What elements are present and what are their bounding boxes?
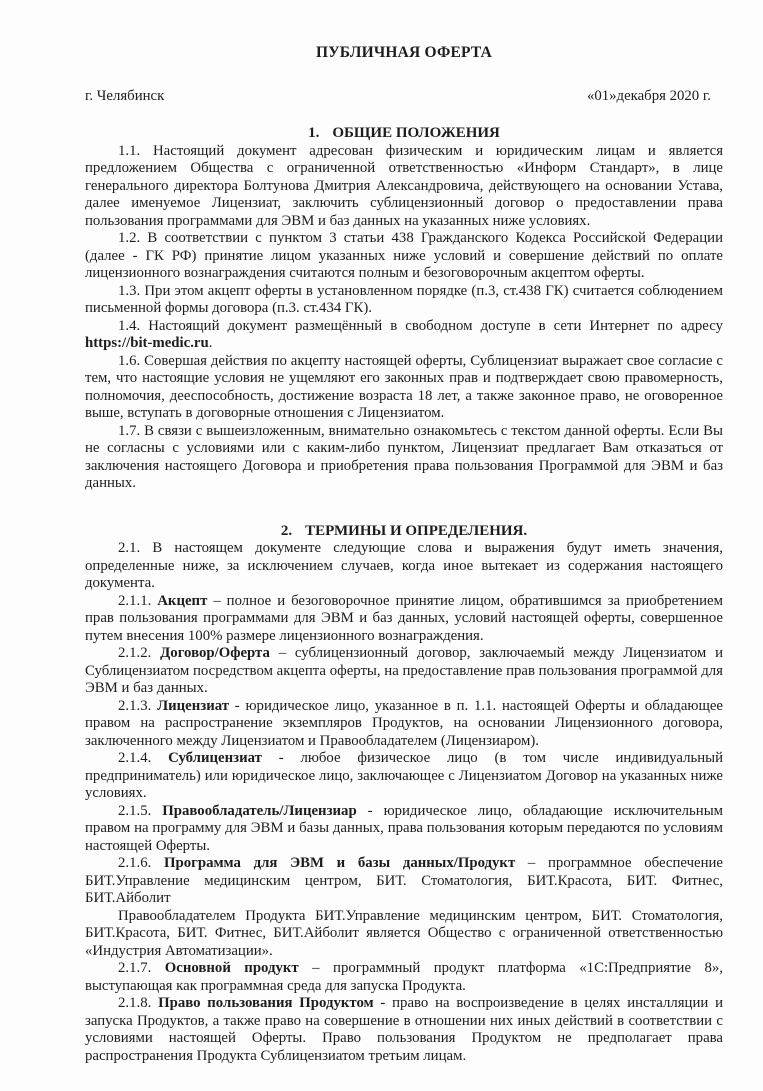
url-text: https://bit-medic.ru xyxy=(85,335,209,351)
text-run: – полное и безоговорочное принятие лицом, обратившимся за приобретением прав пользования программами для ЭВМ и баз данных, условий настоящей оферты, совершенное путем внесения 100% размере лицензионного вознаграждения. xyxy=(85,592,723,644)
text-run: 2.1.7. xyxy=(118,960,165,976)
defined-term: Лицензиат xyxy=(157,697,230,714)
text-run: – программное обеспечение БИТ.Управление медицинским центром, БИТ. Стоматология, БИТ.Красота, БИТ. Фитнес, БИТ.Айболит xyxy=(85,855,723,906)
defined-term: Правообладатель/Лицензиар xyxy=(162,802,357,819)
paragraph xyxy=(85,645,723,698)
text-run: – программный продукт платформа «1С:Предприятие 8», выступающая как программная среда для запуска Продукта. xyxy=(85,960,723,994)
text-run: 2.1.6. xyxy=(118,855,164,871)
text-run: 2.1.3. xyxy=(118,697,158,714)
text-run: 2.1.4. xyxy=(118,750,169,766)
text-run: 1.1. Настоящий документ адресован физическим и юридическим лицам и является предложением Общества с ограниченной ответственностью «Информ Стандарт», в лице генерального директора Болтунова Дмитрия Александровича, действующего на основании Устава, далее именуемое Лицензиат, заключить сублицензионный договор о предоставлении права пользования программами для ЭВМ и баз данных на указанных ниже условиях. xyxy=(85,142,723,229)
section-heading xyxy=(85,125,723,143)
document-title: ПУБЛИЧНАЯ ОФЕРТА xyxy=(315,44,493,61)
text-run: 2.1. В настоящем документе следующие слова и выражения будут иметь значения, определенные ниже, за исключением случаев, когда иное вытекает из содержания настоящего документа. xyxy=(85,540,723,591)
defined-term: Право пользования Продуктом xyxy=(158,995,374,1011)
paragraph xyxy=(85,698,723,751)
paragraph xyxy=(85,593,723,646)
paragraph xyxy=(85,423,723,493)
defined-term: Акцепт xyxy=(157,592,208,609)
paragraph xyxy=(85,803,723,856)
section-heading xyxy=(85,523,723,541)
document-section xyxy=(85,125,723,493)
text-run: 1.2. В соответствии с пунктом 3 статьи 438 Гражданского Кодекса Российской Федерации (далее - ГК РФ) принятие лицом указанных ниже условий и совершение действий по оплате лицензионного вознаграждения считаются полным и безоговорочным акцептом оферты. xyxy=(85,230,723,281)
text-run: 1.7. В связи с вышеизложенным, внимательно ознакомьтесь с текстом данной оферты. Если Вы не согласны с условиями или с каким-либо пунктом, Лицензиат предлагает Вам отказаться от заключения настоящего Договора и приобретения права пользования Программой для ЭВМ и баз данных. xyxy=(85,422,723,491)
text-run: - любое физическое лицо (в том числе индивидуальный предприниматель) или юридическое лицо, заключающее с Лицензиатом Договор на указанных ниже условиях. xyxy=(85,750,723,801)
document-date: «01»декабря 2020 г. xyxy=(586,87,711,104)
defined-term: Сублицензиат xyxy=(168,750,262,766)
paragraph xyxy=(85,908,723,961)
paragraph xyxy=(85,230,723,283)
paragraph xyxy=(85,750,723,803)
text-run: 1.6. Совершая действия по акцепту настоящей оферты, Сублицензиат выражает свое согласие с тем, что настоящие условия не ущемляют его законных прав и подтверждает свою правомерность, полномочия, дееспособность, достижение возраста 18 лет, а также законное право, не оговоренное выше, вступать в договорные отношения с Лицензиатом. xyxy=(85,352,723,421)
paragraph xyxy=(85,143,723,231)
defined-term: Программа для ЭВМ и базы данных/Продукт xyxy=(163,855,516,871)
section-title: ТЕРМИНЫ И ОПРЕДЕЛЕНИЯ. xyxy=(305,522,528,539)
place-date-row xyxy=(85,88,723,106)
paragraph xyxy=(85,540,723,593)
text-run: 2.1.2. xyxy=(118,645,161,661)
document-section xyxy=(85,523,723,1066)
text-run: - право на воспроизведение в целях инсталляции и запуска Продуктов, а также право на совершение в отношении них иных действий в соответствии с условиями настоящей Оферты. Право пользования Продуктом не предполагает права распространения Продукта Сублицензиатом третьим лицам. xyxy=(85,995,723,1064)
text-run: 1.3. При этом акцепт оферты в установленном порядке (п.3, ст.438 ГК) считается соблюдением письменной формы договора (п.3. ст.434 ГК). xyxy=(85,282,723,316)
section-title: ОБЩИЕ ПОЛОЖЕНИЯ xyxy=(332,125,500,141)
document-body xyxy=(85,125,723,1065)
paragraph xyxy=(85,995,723,1065)
paragraph xyxy=(85,318,723,353)
text-run: 2.1.8. xyxy=(118,995,159,1011)
document-place: г. Челябинск xyxy=(85,87,165,104)
paragraph xyxy=(85,283,723,318)
text-run: . xyxy=(208,335,213,351)
text-run: – сублицензионный договор, заключаемый между Лицензиатом и Сублицензиатом посредством акцепта оферты, на предоставление прав пользования программой для ЭВМ и баз данных. xyxy=(85,645,723,696)
section-number: 2. xyxy=(280,522,293,539)
section-number: 1. xyxy=(308,125,320,141)
text-run: 1.4. Настоящий документ размещённый в свободном доступе в сети Интернет по адресу xyxy=(118,317,723,334)
text-run: 2.1.5. xyxy=(118,802,163,819)
text-run: 2.1.1. xyxy=(118,592,158,609)
defined-term: Договор/Оферта xyxy=(160,645,270,661)
paragraph xyxy=(85,353,723,423)
text-run: Правообладателем Продукта БИТ.Управление медицинским центром, БИТ. Стоматология, БИТ.Красота, БИТ. Фитнес, БИТ.Айболит является Общество с ограниченной ответственностью «Индустрия Автоматизации». xyxy=(85,907,723,959)
text-run: - юридическое лицо, указанное в п. 1.1. настоящей Оферты и обладающее правом на распространение экземпляров Продуктов, на основании Лицензионного договора, заключенного между Лицензиатом и Правообладателем (Лицензиаром). xyxy=(85,697,723,749)
paragraph xyxy=(85,855,723,908)
text-run: - юридическое лицо, обладающие исключительным правом на программу для ЭВМ и базы данных, права пользования которым передаются по условиям настоящей Оферты. xyxy=(85,802,723,854)
paragraph xyxy=(85,960,723,995)
defined-term: Основной продукт xyxy=(164,960,299,976)
